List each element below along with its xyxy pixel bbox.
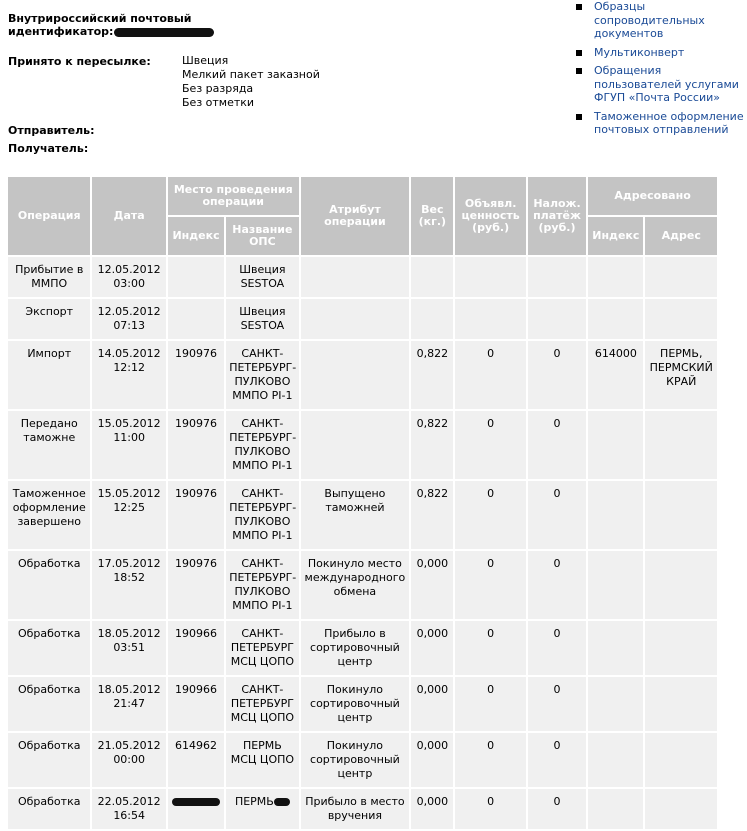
cell-cod: 0 [528,677,586,731]
header-place: Место проведения операции [168,177,299,215]
table-row [8,257,717,297]
cell-declared: 0 [455,789,525,829]
cell-attribute: Покинуло место международного обмена [301,551,410,619]
cell-cod: 0 [528,481,586,549]
header-addressed: Адресовано [588,177,717,215]
table-row [8,677,717,731]
cell-addr-index: 614000 [588,341,643,409]
cell-name: Швеция SESTOA [226,299,298,339]
cell-addr [645,733,717,787]
accepted-category: Без разряда [182,82,254,95]
cell-date: 21.05.2012 00:00 [92,733,165,787]
link-customs-clearance[interactable]: Таможенное оформление почтовых отправлений [594,109,744,136]
cell-attribute: Покинуло сортировочный центр [301,733,410,787]
cell-cod: 0 [528,789,586,829]
header-place-index: Индекс [168,217,224,255]
accepted-label: Принято к пересылке: [8,55,151,68]
cell-addr-index [588,789,643,829]
accepted-values [182,54,320,110]
header-attribute: Атрибут операции [301,177,410,255]
cell-name: САНКТ-ПЕТЕРБУРГ-ПУЛКОВО ММПО PI-1 [226,341,298,409]
accepted-type: Мелкий пакет заказной [182,68,320,81]
cell-weight: 0,822 [411,341,453,409]
cell-attribute: Прибыло в сортировочный центр [301,621,410,675]
sender-label: Отправитель: [8,124,95,137]
cell-addr-index [588,621,643,675]
cell-weight: 0,000 [411,733,453,787]
cell-addr [645,621,717,675]
cell-name: Швеция SESTOA [226,257,298,297]
cell-index: 190976 [168,551,224,619]
cell-addr [645,299,717,339]
cell-name: САНКТ-ПЕТЕРБУРГ-ПУЛКОВО ММПО PI-1 [226,551,298,619]
link-item [576,110,746,137]
cell-attribute: Прибыло в место вручения [301,789,410,829]
cell-addr [645,411,717,479]
header-addr-address: Адрес [645,217,717,255]
cell-attribute [301,411,410,479]
cell-operation: Импорт [8,341,90,409]
cell-operation: Обработка [8,733,90,787]
header-addr-index: Индекс [588,217,643,255]
table-row [8,551,717,619]
cell-index: 190976 [168,411,224,479]
tracking-table [6,175,719,831]
cell-weight: 0,000 [411,551,453,619]
cell-addr-index [588,299,643,339]
cell-weight: 0,000 [411,621,453,675]
cell-index: 190976 [168,341,224,409]
cell-operation: Обработка [8,677,90,731]
cell-declared: 0 [455,481,525,549]
cell-index: 190966 [168,621,224,675]
redacted-name [274,798,290,806]
cell-cod: 0 [528,341,586,409]
cell-weight: 0,822 [411,481,453,549]
cell-name: САНКТ-ПЕТЕРБУРГ-ПУЛКОВО ММПО PI-1 [226,411,298,479]
cell-addr [645,789,717,829]
cell-attribute: Покинуло сортировочный центр [301,677,410,731]
cell-index: 190966 [168,677,224,731]
cell-operation: Передано таможне [8,411,90,479]
redacted-identifier [114,28,214,37]
cell-addr-index [588,551,643,619]
cell-addr-index [588,733,643,787]
cell-addr: ПЕРМЬ, ПЕРМСКИЙ КРАЙ [645,341,717,409]
cell-weight: 0,000 [411,789,453,829]
cell-operation: Прибытие в ММПО [8,257,90,297]
cell-addr-index [588,677,643,731]
link-document-samples[interactable]: Образцы сопроводительных документов [594,0,705,40]
cell-cod [528,257,586,297]
link-item [576,0,746,41]
cell-name: САНКТ-ПЕТЕРБУРГ-ПУЛКОВО ММПО PI-1 [226,481,298,549]
cell-date: 15.05.2012 12:25 [92,481,165,549]
header-date: Дата [92,177,165,255]
cell-attribute [301,299,410,339]
table-row [8,411,717,479]
header-cod: Налож. платёж (руб.) [528,177,586,255]
cell-addr [645,481,717,549]
link-item [576,46,746,60]
cell-declared: 0 [455,551,525,619]
cell-weight [411,299,453,339]
cell-operation: Обработка [8,551,90,619]
cell-date: 18.05.2012 21:47 [92,677,165,731]
table-row [8,789,717,829]
square-bullet-icon [576,114,582,120]
cell-operation: Обработка [8,621,90,675]
cell-date: 15.05.2012 11:00 [92,411,165,479]
cell-attribute [301,257,410,297]
cell-name: ПЕРМЬ [226,789,298,829]
cell-name: ПЕРМЬ МСЦ ЦОПО [226,733,298,787]
header-operation: Операция [8,177,90,255]
cell-index [168,299,224,339]
cell-cod: 0 [528,551,586,619]
accepted-mark: Без отметки [182,96,255,109]
redacted-index [172,798,220,806]
cell-declared: 0 [455,621,525,675]
cell-declared: 0 [455,677,525,731]
cell-index: 614962 [168,733,224,787]
cell-operation: Экспорт [8,299,90,339]
square-bullet-icon [576,50,582,56]
square-bullet-icon [576,4,582,10]
cell-index-redacted [168,789,224,829]
cell-addr [645,677,717,731]
cell-index: 190976 [168,481,224,549]
table-row [8,299,717,339]
table-row [8,621,717,675]
accepted-country: Швеция [182,54,229,67]
cell-date: 18.05.2012 03:51 [92,621,165,675]
cell-declared [455,257,525,297]
cell-attribute: Выпущено таможней [301,481,410,549]
table-row [8,733,717,787]
cell-date: 12.05.2012 03:00 [92,257,165,297]
link-item [576,64,746,105]
cell-addr-index [588,411,643,479]
link-user-requests[interactable]: Обращения пользователей услугами ФГУП «Почта России» [594,64,739,104]
cell-declared: 0 [455,341,525,409]
cell-addr [645,257,717,297]
header-declared-value: Объявл. ценность (руб.) [455,177,525,255]
cell-cod [528,299,586,339]
table-row [8,481,717,549]
cell-operation: Таможенное оформление завершено [8,481,90,549]
cell-declared: 0 [455,411,525,479]
cell-operation: Обработка [8,789,90,829]
link-multienvelope[interactable]: Мультиконверт [594,45,685,59]
header-weight: Вес (кг.) [411,177,453,255]
header-place-name: Название ОПС [226,217,298,255]
cell-attribute [301,341,410,409]
cell-declared [455,299,525,339]
cell-weight: 0,822 [411,411,453,479]
table-row [8,341,717,409]
identifier-label: Внутрироссийский почтовый идентификатор: [8,12,238,38]
recipient-label: Получатель: [8,142,89,155]
cell-name: САНКТ-ПЕТЕРБУРГ МСЦ ЦОПО [226,677,298,731]
cell-cod: 0 [528,621,586,675]
cell-weight [411,257,453,297]
square-bullet-icon [576,68,582,74]
cell-name: САНКТ-ПЕТЕРБУРГ МСЦ ЦОПО [226,621,298,675]
cell-date: 22.05.2012 16:54 [92,789,165,829]
cell-cod: 0 [528,411,586,479]
cell-weight: 0,000 [411,677,453,731]
cell-date: 12.05.2012 07:13 [92,299,165,339]
cell-addr-index [588,257,643,297]
cell-cod: 0 [528,733,586,787]
related-links [576,0,746,142]
cell-declared: 0 [455,733,525,787]
cell-addr [645,551,717,619]
cell-addr-index [588,481,643,549]
cell-date: 14.05.2012 12:12 [92,341,165,409]
cell-index [168,257,224,297]
cell-date: 17.05.2012 18:52 [92,551,165,619]
